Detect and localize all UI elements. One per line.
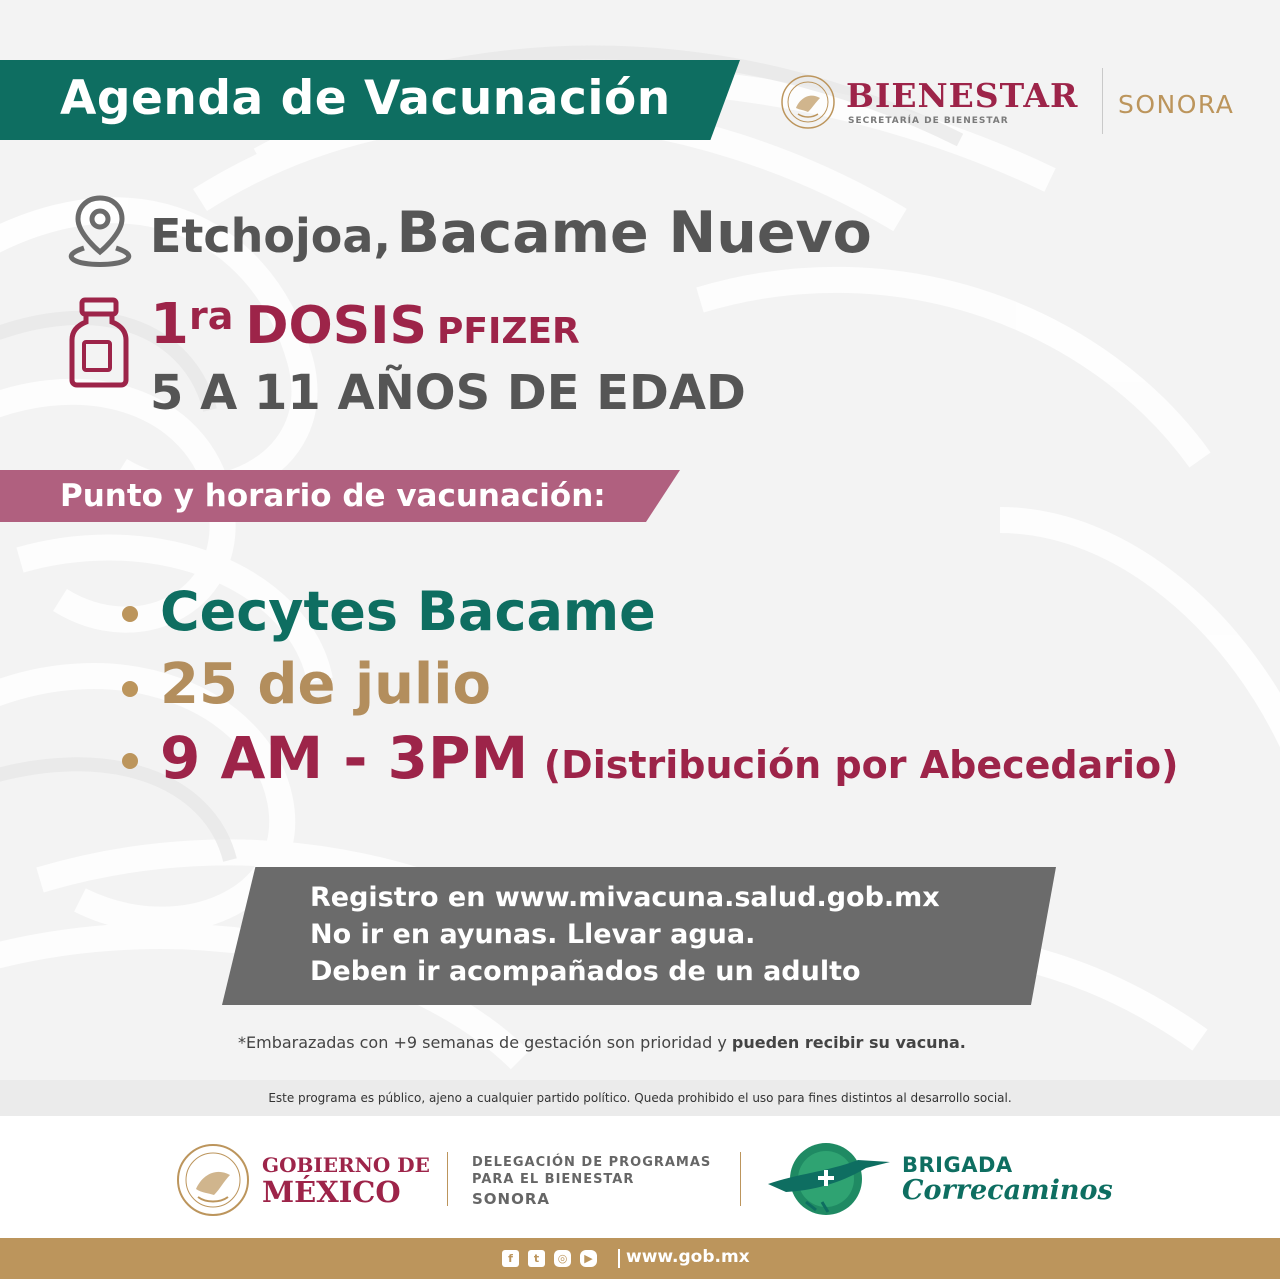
footnote-bold: pueden recibir su vacuna. [731,1033,966,1052]
requirement-registration: Registro en www.mivacuna.salud.gob.mx [310,882,940,913]
dose-line [150,292,580,357]
logo-divider [1102,68,1103,134]
bar-separator [618,1249,620,1268]
dose-word: DOSIS [245,296,427,356]
twitter-icon[interactable]: t [528,1250,545,1267]
website-link[interactable]: www.gob.mx [626,1247,750,1267]
bienestar-logo [780,72,1250,136]
mexico-label: MÉXICO [262,1175,401,1209]
correcaminos-label: Correcaminos [902,1175,1113,1206]
pregnancy-footnote [238,1033,966,1052]
time-line [160,724,1179,792]
age-range: 5 A 11 AÑOS DE EDAD [150,365,746,421]
delegation-line: PARA EL BIENESTAR [472,1172,635,1187]
bullet-dot [122,753,138,769]
requirement-no-fasting: No ir en ayunas. Llevar agua. [310,919,756,950]
location-pin-icon [64,192,136,268]
bullet-dot [122,681,138,697]
page-title: Agenda de Vacunación [60,71,671,126]
location-place: Bacame Nuevo [396,200,872,266]
vaccination-time: 9 AM - 3PM [160,724,529,792]
roadrunner-logo-icon [766,1140,892,1218]
delegation-line: DELEGACIÓN DE PROGRAMAS [472,1155,712,1170]
location-town: Etchojoa, [150,209,391,263]
mexico-seal-icon [176,1143,250,1217]
location-line [150,200,872,266]
section-title: Punto y horario de vacunación: [60,478,606,514]
time-note: (Distribución por Abecedario) [543,743,1179,787]
requirement-adult: Deben ir acompañados de un adulto [310,956,861,987]
vaccination-place: Cecytes Bacame [160,580,656,643]
bullet-dot [122,606,138,622]
youtube-icon[interactable]: ▶ [580,1250,597,1267]
gobierno-de-label: GOBIERNO DE [262,1153,430,1177]
instagram-icon[interactable]: ◎ [554,1250,571,1267]
legal-disclaimer: Este programa es público, ajeno a cualquier partido político. Queda prohibido el uso para fines distintos al desarrollo social. [268,1091,1012,1105]
dose-suffix: ra [188,294,234,338]
mexico-seal-icon [780,74,836,130]
vaccine-brand: PFIZER [436,311,580,352]
brigada-label: BRIGADA [902,1153,1013,1177]
facebook-icon[interactable]: f [502,1250,519,1267]
delegation-line: SONORA [472,1190,551,1208]
bienestar-subtitle: SECRETARÍA DE BIENESTAR [848,116,1009,126]
vaccination-date: 25 de julio [160,652,491,717]
bienestar-wordmark: BIENESTAR [846,76,1079,115]
footer-divider [740,1152,741,1206]
footnote-text: *Embarazadas con +9 semanas de gestación son prioridad y [238,1033,732,1052]
region-label: SONORA [1118,90,1235,119]
dose-number: 1 [150,292,189,357]
footer-divider [447,1152,448,1206]
vaccine-vial-icon [68,296,130,388]
